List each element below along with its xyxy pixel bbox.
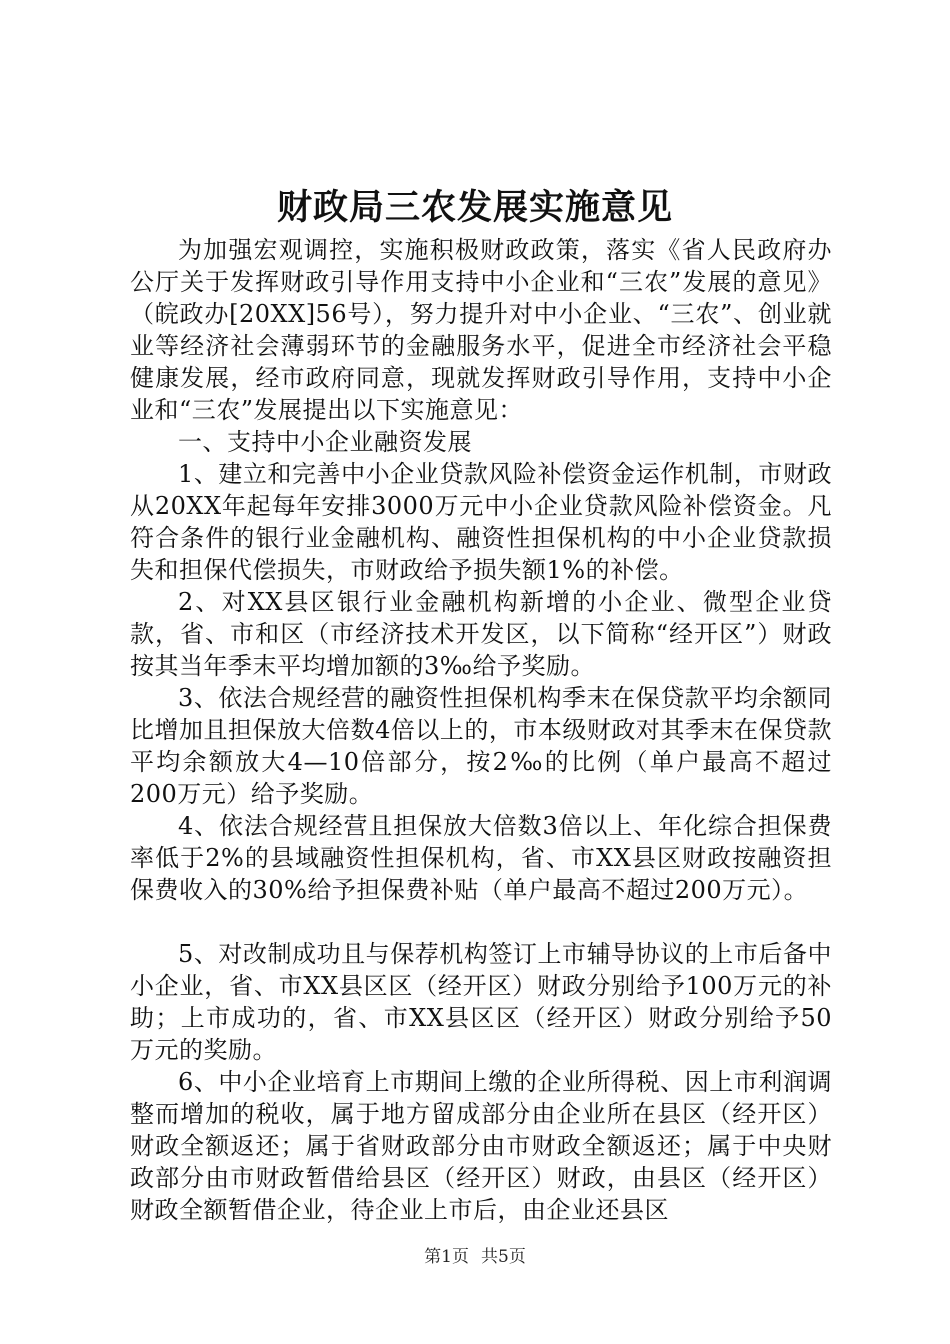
document-title: 财政局三农发展实施意见 <box>276 187 673 228</box>
section-heading: 一、支持中小企业融资发展 <box>178 428 472 456</box>
paragraph-item-6: 6、中小企业培育上市期间上缴的企业所得税、因上市利润调整而增加的税收，属于地方留成部分由企业所在县区（经开区）财政全额返还；属于省财政部分由市财政全额返还；属于中央财政部分由市财政暂借给县区（经开区）财政，由县区（经开区）财政全额暂借企业，待企业上市后，由企业还县区 <box>130 1068 832 1224</box>
page-total: 共5页 <box>481 1247 526 1267</box>
paragraph-intro: 为加强宏观调控，实施积极财政政策，落实《省人民政府办公厅关于发挥财政引导作用支持中小企业和“三农”发展的意见》（皖政办[20XX]56号），努力提升对中小企业、“三农”、创业就业等经济社会薄弱环节的金融服务水平，促进全市经济社会平稳健康发展，经市政府同意，现就发挥财政引导作用，支持中小企业和“三农”发展提出以下实施意见： <box>130 236 832 424</box>
page-footer <box>0 1245 950 1269</box>
paragraph-item-5: 5、对改制成功且与保荐机构签订上市辅导协议的上市后备中小企业，省、市XX县区区（经开区）财政分别给予100万元的补助；上市成功的，省、市XX县区区（经开区）财政分别给予50万元的奖励。 <box>130 940 832 1064</box>
paragraph-item-3: 3、依法合规经营的融资性担保机构季末在保贷款平均余额同比增加且担保放大倍数4倍以上的，市本级财政对其季末在保贷款平均余额放大4—10倍部分，按2‰的比例（单户最高不超过200万元）给予奖励。 <box>130 684 832 808</box>
paragraph-item-2: 2、对XX县区银行业金融机构新增的小企业、微型企业贷款，省、市和区（市经济技术开发区，以下简称“经开区”）财政按其当年季末平均增加额的3‰给予奖励。 <box>130 588 832 680</box>
page-number: 第1页 <box>424 1247 469 1267</box>
paragraph-item-1: 1、建立和完善中小企业贷款风险补偿资金运作机制，市财政从20XX年起每年安排3000万元中小企业贷款风险补偿资金。凡符合条件的银行业金融机构、融资性担保机构的中小企业贷款损失和担保代偿损失，市财政给予损失额1%的补偿。 <box>130 460 832 584</box>
paragraph-item-4: 4、依法合规经营且担保放大倍数3倍以上、年化综合担保费率低于2%的县域融资性担保机构，省、市XX县区财政按融资担保费收入的30%给予担保费补贴（单户最高不超过200万元）。 <box>130 812 832 904</box>
document-body <box>130 234 832 1226</box>
